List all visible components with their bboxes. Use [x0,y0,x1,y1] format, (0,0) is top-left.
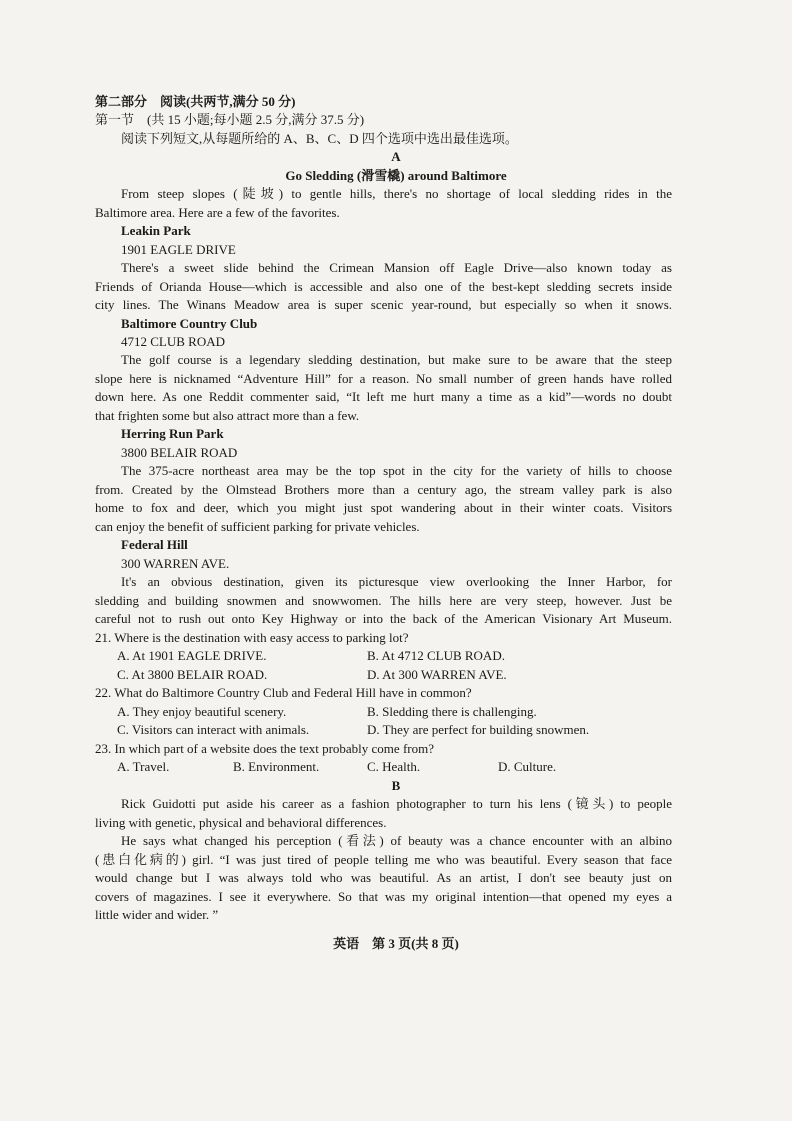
paragraph-line: slope here is nicknamed “Adventure Hill” for a reason. No small number of green hands have rolled [95,371,672,386]
section-title: 第二部分 阅读(共两节,满分 50 分) [95,94,296,109]
section-subtitle: 第一节 (共 15 小题;每小题 2.5 分,满分 37.5 分) [95,112,365,127]
paragraph-line: Friends of Orianda House—which is accessible and also one of the best-kept sledding secrets inside [95,279,672,294]
question-stem: 22. What do Baltimore Country Club and Federal Hill have in common? [95,685,472,700]
question-option: A. At 1901 EAGLE DRIVE. [117,648,267,663]
place-name: Leakin Park [121,223,191,238]
paragraph-line: (患白化病的) girl. “I was just tired of people telling me who was beautiful. Every season that face [95,852,672,867]
place-address: 4712 CLUB ROAD [121,334,226,349]
place-name: Herring Run Park [121,426,224,441]
place-name: Federal Hill [121,537,188,552]
intro-line: Baltimore area. Here are a few of the favorites. [95,205,340,220]
paragraph-line: living with genetic, physical and behavioral differences. [95,815,387,830]
paragraph-line: It's an obvious destination, given its picturesque view overlooking the Inner Harbor, for [121,574,672,589]
intro-line: From steep slopes (陡坡) to gentle hills, there's no shortage of local sledding rides in the [121,186,672,201]
question-option: C. At 3800 BELAIR ROAD. [117,667,268,682]
question-option: A. They enjoy beautiful scenery. [117,704,287,719]
question-option: C. Visitors can interact with animals. [117,722,310,737]
paragraph-line: little wider and wider. ” [95,907,219,922]
page-footer: 英语 第 3 页(共 8 页) [333,936,459,951]
paragraph-line: careful not to rush out onto Key Highway or into the back of the American Visionary Art Museum. [95,611,672,626]
question-option: D. At 300 WARREN AVE. [367,667,507,682]
paragraph-line: Rick Guidotti put aside his career as a fashion photographer to turn his lens (镜头) to people [121,796,672,811]
place-address: 1901 EAGLE DRIVE [121,242,236,257]
paragraph-line: The golf course is a legendary sledding destination, but make sure to be aware that the steep [121,352,672,367]
question-option: C. Health. [367,759,421,774]
paragraph-line: would change but I was always told who was beautiful. As an artist, I don't see beauty just on [95,870,672,885]
passage-a-title: Go Sledding (滑雪橇) around Baltimore [285,168,507,183]
question-option: D. They are perfect for building snowmen. [367,722,590,737]
paragraph-line: home to fox and deer, which you might just spot wandering about in their winter coats. Visitors [95,500,672,515]
passage-a-letter: A [391,149,401,164]
place-address: 3800 BELAIR ROAD [121,445,238,460]
question-option: B. Environment. [233,759,320,774]
question-stem: 21. Where is the destination with easy access to parking lot? [95,630,409,645]
paragraph-line: covers of magazines. I see it everywhere. So that was my original intention—that opened my eyes a [95,889,672,904]
paragraph-line: from. Created by the Olmstead Brothers more than a century ago, the stream valley park is also [95,482,672,497]
question-option: A. Travel. [117,759,170,774]
paragraph-line: The 375-acre northeast area may be the top spot in the city for the variety of hills to choose [121,463,672,478]
passage-b-letter: B [391,778,401,793]
question-option: B. Sledding there is challenging. [367,704,537,719]
question-option: B. At 4712 CLUB ROAD. [367,648,505,663]
place-address: 300 WARREN AVE. [121,556,230,571]
paragraph-line: sledding and building snowmen and snowwomen. The hills here are very steep, however. Just be [95,593,672,608]
question-option: D. Culture. [498,759,557,774]
question-stem: 23. In which part of a website does the text probably come from? [95,741,434,756]
paragraph-line: There's a sweet slide behind the Crimean Mansion off Eagle Drive—also known today as [121,260,672,275]
paragraph-line: can enjoy the benefit of sufficient parking for private vehicles. [95,519,420,534]
paragraph-line: down here. As one Reddit commenter said, “It left me hurt many a time as a kid”—words no doubt [95,389,672,404]
instruction: 阅读下列短文,从每题所给的 A、B、C、D 四个选项中选出最佳选项。 [121,131,518,146]
paragraph-line: that frighten some but also attract more than a few. [95,408,360,423]
place-name: Baltimore Country Club [121,316,258,331]
paragraph-line: city lines. The Winans Meadow area is super scenic year-round, but especially so when it snows. [95,297,672,312]
paragraph-line: He says what changed his perception (看法) of beauty was a chance encounter with an albino [121,833,672,848]
